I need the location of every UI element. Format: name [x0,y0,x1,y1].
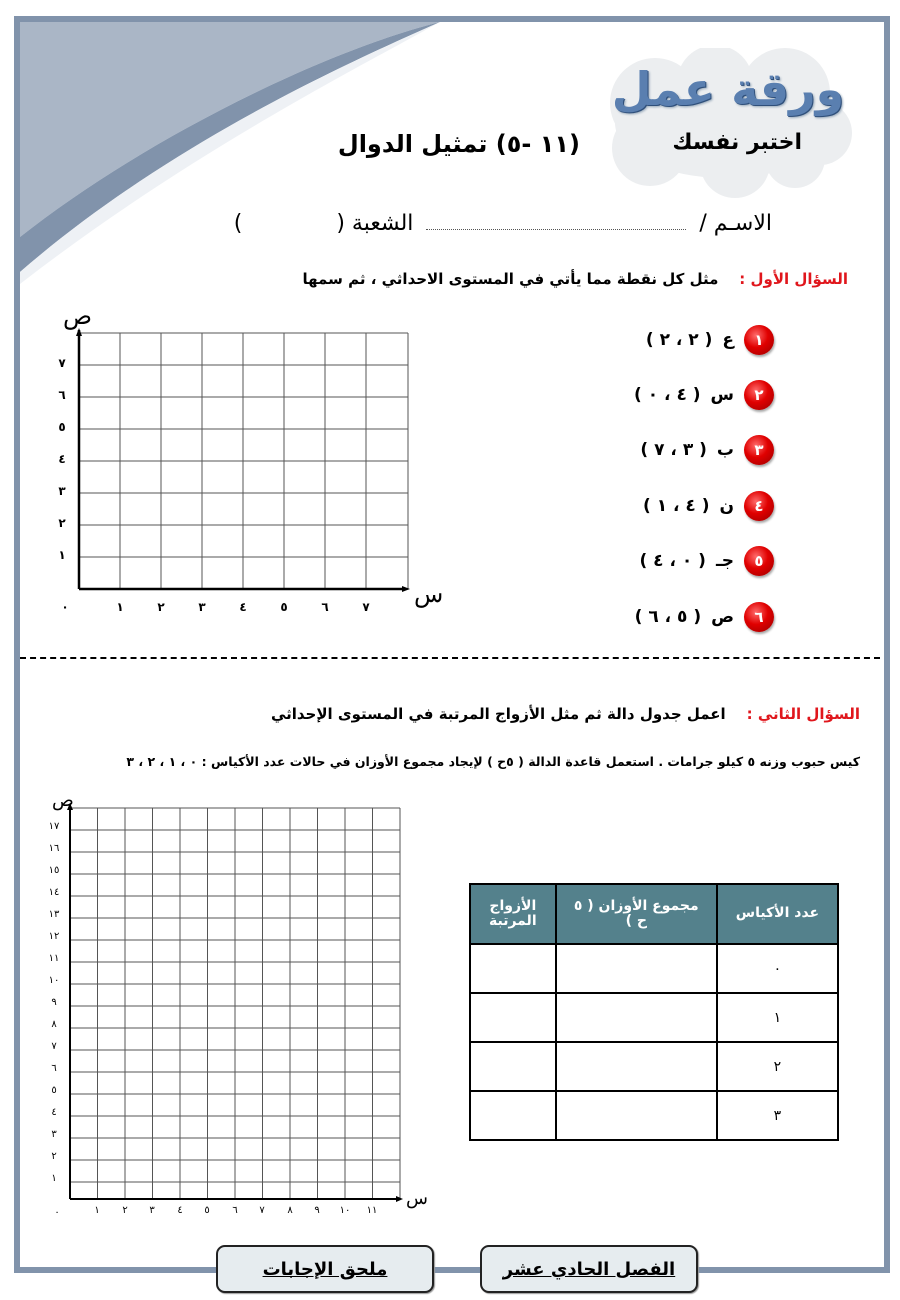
question1-label: السؤال الأول : [739,270,848,288]
point-coords: ( ٠ ، ٤ ) [639,551,706,571]
y-tick: ١١ [48,953,60,964]
point-item-6 [635,602,774,632]
y-tick: ١٥ [48,865,60,876]
point-coords: ( ٤ ، ١ ) [643,496,710,516]
bag-count-cell: ١ [717,993,838,1042]
y-tick: ١ [58,548,66,562]
header-bag-count: عدد الأكياس [717,884,838,944]
function-table [469,883,839,1141]
point-item-4 [643,491,774,521]
point-item-2 [634,380,774,410]
x-tick: ١ [116,600,124,614]
x-tick: ١ [94,1205,100,1216]
question2-text: اعمل جدول دالة ثم مثل الأزواج المرتبة في المستوى الإحداثي [270,705,726,723]
ordered-pair-cell[interactable] [470,944,556,993]
section-label: الشعبة ( [336,211,414,236]
question2-heading [271,705,860,723]
y-tick: ٢ [51,1151,57,1162]
point-name: ن [719,496,734,516]
y-tick: ٦ [58,388,66,402]
worksheet-logo: ورقة عمل [611,62,845,116]
point-name: ب [716,440,734,460]
student-info-line [234,211,772,236]
y-tick: ٧ [58,356,66,370]
y-tick: ٥ [58,420,66,434]
table-row [470,944,838,993]
test-yourself-label: اختبر نفسك [672,130,802,155]
x-tick: ٢ [157,600,165,614]
number-ball-icon: ٣ [744,435,774,465]
x-tick: ١١ [366,1205,378,1216]
bag-count-cell: ٣ [717,1091,838,1140]
coordinate-grid-1[interactable] [70,328,415,598]
bag-count-cell: ٢ [717,1042,838,1091]
name-field[interactable] [426,211,686,230]
chapter-eleven-button[interactable]: الفصل الحادي عشر [480,1245,698,1293]
y-tick: ٦ [51,1063,57,1074]
grid2-x-axis-label: س [406,1188,428,1209]
point-name: ع [722,330,734,350]
y-tick: ٨ [51,1019,57,1030]
grid2-y-axis-label: ص [52,790,74,811]
x-tick: ٤ [177,1205,183,1216]
number-ball-icon: ١ [744,325,774,355]
grid2-origin: ٠ [54,1207,60,1218]
x-tick: ٧ [362,600,370,614]
x-tick: ٦ [232,1205,238,1216]
table-row [470,993,838,1042]
y-tick: ٤ [58,452,66,466]
x-tick: ٣ [198,600,206,614]
coordinate-grid-2[interactable] [62,803,412,1208]
number-ball-icon: ٤ [744,491,774,521]
x-tick: ٤ [239,600,247,614]
total-weight-cell[interactable] [556,993,717,1042]
ordered-pair-cell[interactable] [470,993,556,1042]
x-tick: ٢ [122,1205,128,1216]
y-tick: ٢ [58,516,66,530]
y-tick: ٣ [51,1129,57,1140]
point-coords: ( ٤ ، ٠ ) [634,385,701,405]
y-tick: ١٢ [48,931,60,942]
ordered-pair-cell[interactable] [470,1042,556,1091]
total-weight-cell[interactable] [556,1042,717,1091]
section-close: ) [233,211,243,236]
table-row [470,1042,838,1091]
header-total-weight: مجموع الأوزان ( ٥ ح ) [556,884,717,944]
bag-count-cell: ٠ [717,944,838,993]
point-item-1 [646,325,774,355]
x-tick: ٥ [280,600,288,614]
table-header-row [470,884,838,944]
question1-text: مثل كل نقطة مما يأتي في المستوى الاحداثي ، ثم سمها [302,270,719,288]
x-tick: ٦ [321,600,329,614]
ordered-pair-cell[interactable] [470,1091,556,1140]
y-tick: ١٣ [48,909,60,920]
point-name: س [710,385,734,405]
grid1-y-axis-label: ص [63,302,93,330]
name-label: الاسـم / [699,211,772,236]
grid1-x-axis-label: س [414,580,444,608]
number-ball-icon: ٢ [744,380,774,410]
y-tick: ٣ [58,484,66,498]
point-coords: ( ٥ ، ٦ ) [634,607,702,627]
y-tick: ١ [51,1173,57,1184]
y-tick: ١٧ [48,821,60,832]
y-tick: ١٤ [48,887,60,898]
section-divider [20,657,880,659]
header-ordered-pairs: الأزواج المرتبة [470,884,556,944]
point-name: جـ [715,551,734,571]
x-tick: ٨ [287,1205,293,1216]
y-tick: ١٦ [48,843,60,854]
total-weight-cell[interactable] [556,944,717,993]
point-coords: ( ٣ ، ٧ ) [640,440,707,460]
total-weight-cell[interactable] [556,1091,717,1140]
y-tick: ٥ [51,1085,57,1096]
answers-appendix-button[interactable]: ملحق الإجابات [216,1245,434,1293]
x-tick: ٣ [149,1205,155,1216]
point-item-5 [639,546,774,576]
number-ball-icon: ٥ [744,546,774,576]
question2-label: السؤال الثاني : [746,705,860,723]
x-tick: ٧ [259,1205,265,1216]
question1-heading [303,270,848,288]
lesson-title: (١١ -٥) تمثيل الدوال [337,130,580,158]
x-tick: ١٠ [339,1205,351,1216]
y-tick: ١٠ [48,975,60,986]
y-tick: ٤ [51,1107,57,1118]
question2-problem: كيس حبوب وزنه ٥ كيلو جرامات . استعمل قاعدة الدالة ( ٥ح ) لإيجاد مجموع الأوزان في حالات عدد الأكياس : ٠ ، ١ ، ٢ ، ٣ [126,754,860,769]
number-ball-icon: ٦ [744,602,774,632]
point-coords: ( ٢ ، ٢ ) [645,330,713,350]
x-tick: ٩ [314,1205,320,1216]
y-tick: ٧ [51,1041,57,1052]
y-tick: ٩ [51,997,57,1008]
x-tick: ٥ [204,1205,210,1216]
grid1-origin: ٠ [61,600,69,614]
table-row [470,1091,838,1140]
point-item-3 [640,435,774,465]
point-name: ص [711,607,734,627]
